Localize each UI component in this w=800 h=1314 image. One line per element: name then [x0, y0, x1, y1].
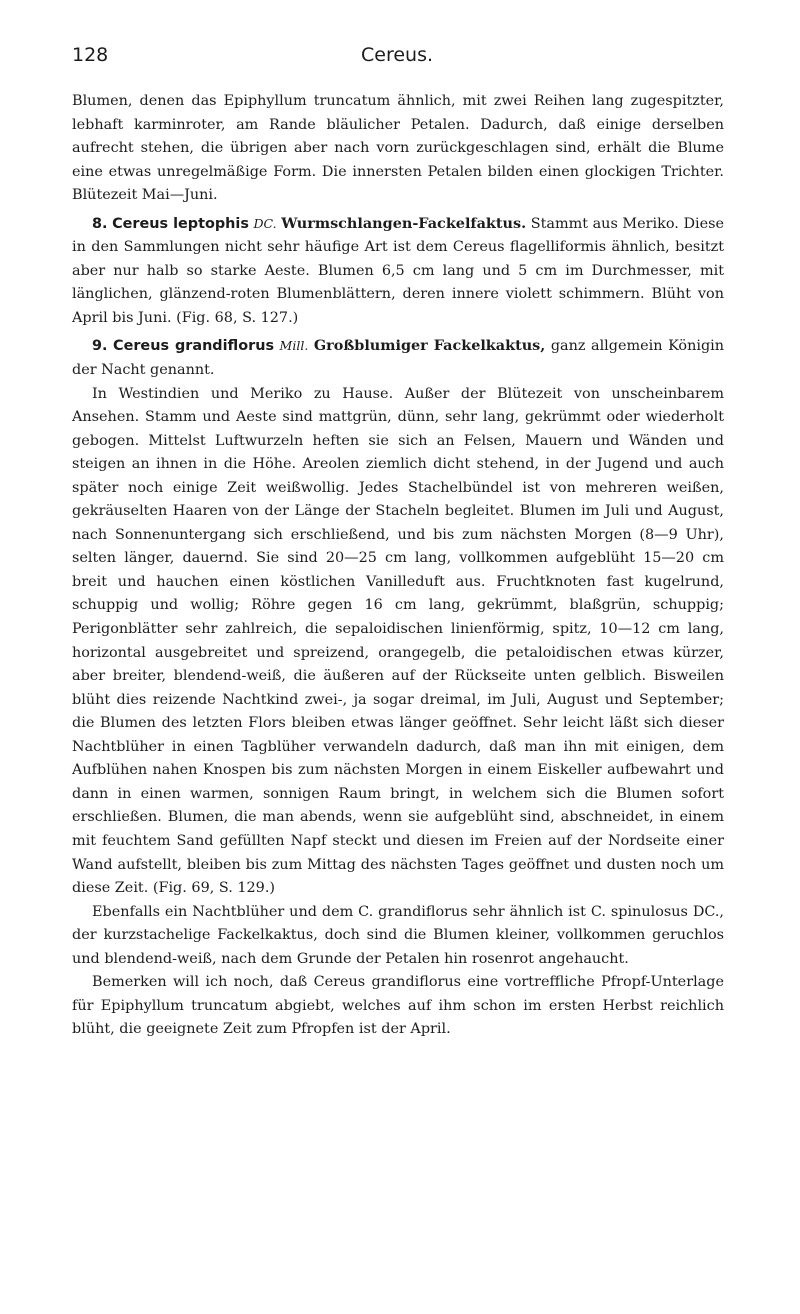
entry-cereus-grandiflorus-head [72, 334, 724, 382]
paragraph-remark: Bemerken will ich noch, daß Cereus grandiflorus eine vortreffliche Pfropf-Unterlage für Epiphyllum truncatum abgiebt, welches auf ihm schon im ersten Herbst reichlich blüht, die geeignete Zeit zum Pfropfen ist der April. [72, 974, 724, 1038]
species-author: Mill. [279, 338, 309, 354]
common-name-note: ganz allgemein Königin der Nacht genannt. [72, 338, 725, 379]
common-name: Großblumiger Fackelkaktus, [313, 337, 546, 355]
entry-text: Stammt aus Meriko. Diese in den Sammlungen nicht sehr häufige Art ist dem Cereus flagelliformis ähnlich, besitzt aber nur halb so starke Aeste. Blumen 6,5 cm lang und 5 cm im Durchmesser, mit länglichen, glänzend-roten Blumenblättern, deren innere violett schimmern. Blüht von April bis Juni. (Fig. 68, S. 127.) [72, 215, 725, 326]
page-body [72, 90, 724, 1042]
entry-text: In Westindien und Meriko zu Hause. Außer der Blütezeit von unscheinbarem Ansehen. Stamm und Aeste sind mattgrün, dünn, sehr lang, gekrümmt oder wiederholt gebogen. Mittelst Luftwurzeln heften sie sich an Felsen, Mauern und Wänden und steigen an ihnen in die Höhe. Areolen ziemlich dicht stehend, in der Jugend und auch später noch einige Zeit weißwollig. Jedes Stachelbündel ist von mehreren weißen, gekräuselten Haaren von der Länge der Stacheln begleitet. Blumen im Juli und August, nach Sonnenuntergang sich erschließend, und bis zum nächsten Morgen (8—9 Uhr), selten länger, dauernd. Sie sind 20—25 cm lang, vollkommen aufgeblüht 15—20 cm breit und hauchen einen köstlichen Vanilleduft aus. Fruchtknoten fast kugelrund, schuppig und wollig; Röhre gegen 16 cm lang, gekrümmt, blaßgrün, schuppig; Perigonblätter sehr zahlreich, die sepaloidischen linienförmig, spitz, 10—12 cm lang, horizontal ausgebreitet und spreizend, orangegelb, die petaloidischen etwas kürzer, aber breiter, blendend-weiß, die äußeren auf der Rückseite unten gelblich. Bisweilen blüht dies reizende Nachtkind zwei-, ja sogar dreimal, im Juli, August und September; die Blumen des letzten Flors bleiben etwas länger geöffnet. Sehr leicht läßt sich dieser Nachtblüher in einen Tagblüher verwandeln dadurch, daß man ihn mit einigen, dem Aufblühen nahen Knospen bis zum nächsten Morgen in einem Eiskeller aufbewahrt und dann in einen warmen, sonnigen Raum bringt, in welchem sich die Blumen sofort erschließen. Blumen, die man abends, wenn sie aufgeblüht sind, abschneidet, in einem mit feuchtem Sand gefüllten Napf steckt und diesen im Freien auf der Nordseite einer Wand aufstellt, bleiben bis zum Mittag des nächsten Tages geöffnet und dusten noch um diese Zeit. (Fig. 69, S. 129.) [72, 385, 724, 897]
common-name: Wurmschlangen-Fackelfaktus. [281, 214, 527, 232]
entry-number: 9. [92, 338, 108, 355]
paragraph-spinulosus: Ebenfalls ein Nachtblüher und dem C. grandiflorus sehr ähnlich ist C. spinulosus DC., der kurzstachelige Fackelkaktus, doch sind die Blumen kleiner, vollkommen geruchlos und blendend-weiß, nach dem Grunde der Petalen hin rosenrot angehaucht. [72, 903, 724, 967]
entry-number: 8. [92, 215, 108, 232]
paragraph-continuation: Blumen, denen das Epiphyllum truncatum ähnlich, mit zwei Reihen lang zugespitzter, lebhaft karminroter, am Rande bläulicher Petalen. Dadurch, daß einige derselben aufrecht stehen, die übrigen aber nach vorn zurückgeschlagen sind, erhält die Blume eine etwas unregelmäßige Form. Die innersten Petalen bilden einen glockigen Trichter. Blütezeit Mai—Juni. [72, 93, 724, 204]
running-title: Cereus. [360, 44, 434, 66]
species-name: Cereus leptophis [112, 215, 249, 232]
page-number: 128 [72, 44, 109, 66]
species-name: Cereus grandiflorus [113, 338, 275, 355]
species-author: DC. [253, 215, 277, 231]
page-header [72, 44, 722, 74]
entry-cereus-leptophis [72, 212, 724, 331]
